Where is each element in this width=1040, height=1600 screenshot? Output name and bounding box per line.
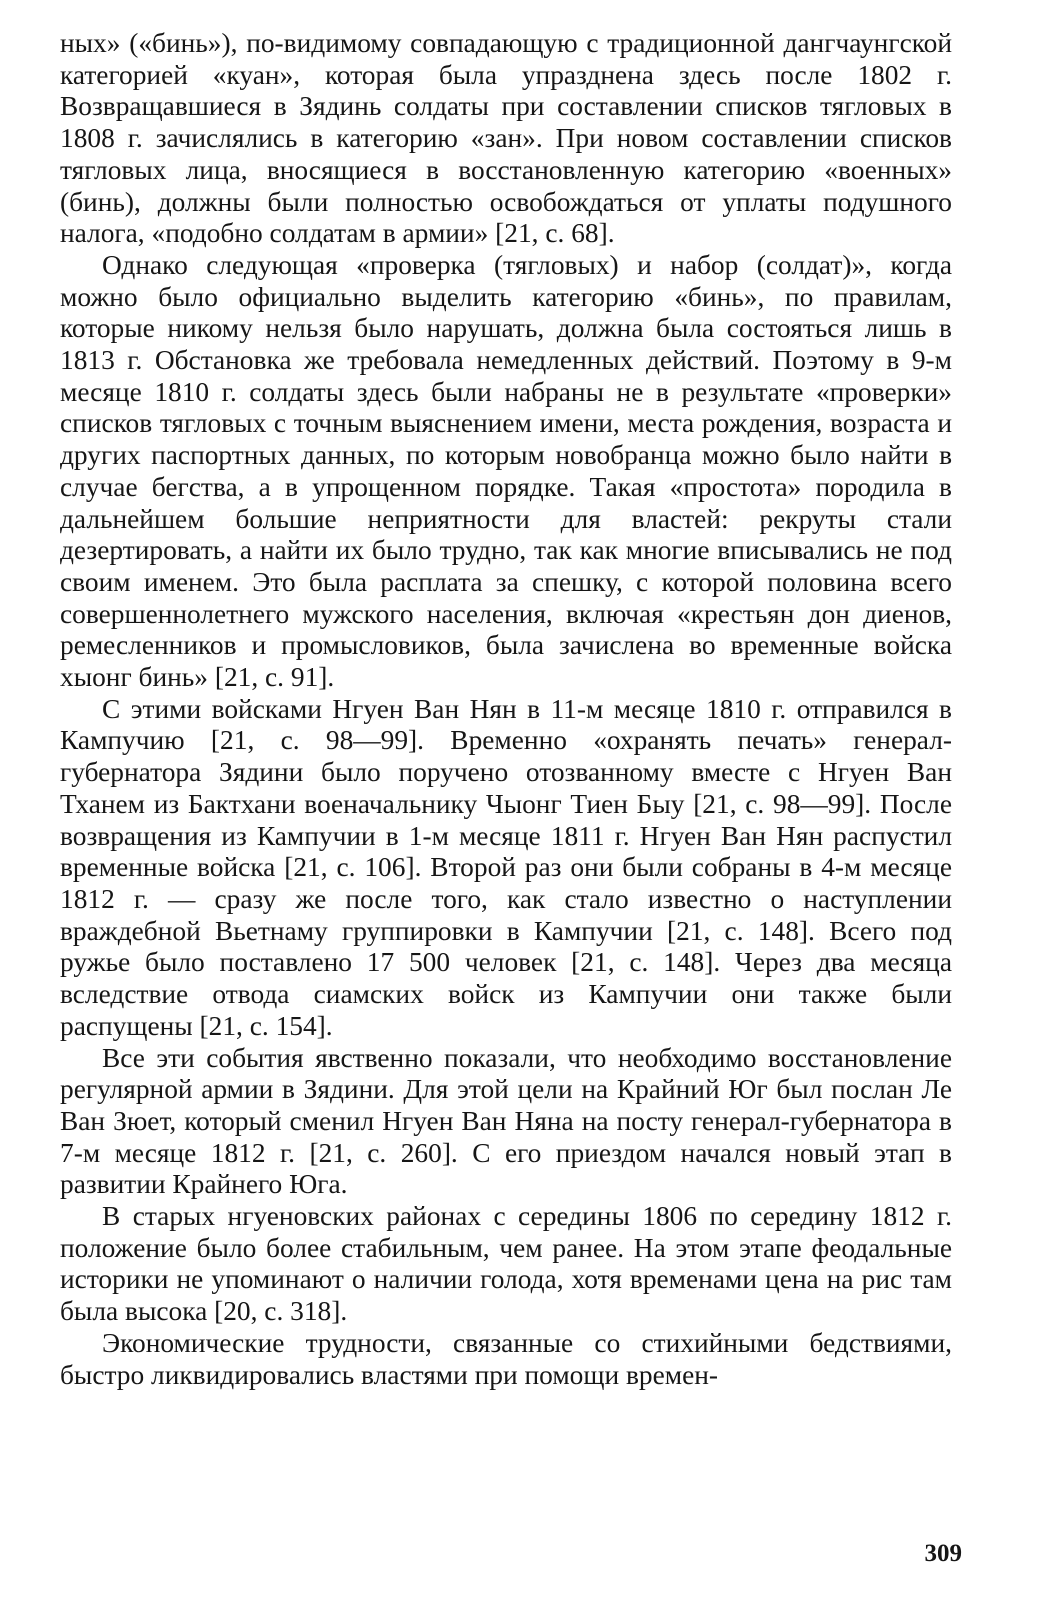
paragraph-2: Однако следующая «проверка (тягловых) и набор (солдат)», когда можно было официально выделить категорию «бинь», по правилам, которые никому нельзя было нарушать, должна была состояться лишь в 1813 г. Обстановка же требовала немедленных действий. Поэтому в 9-м месяце 1810 г. солдаты здесь были набраны не в результате «проверки» списков тягловых с точным выяснением имени, места рождения, возраста и других паспортных данных, по которым новобранца можно было найти в случае бегства, а в упрощенном порядке. Такая «простота» породила в дальнейшем большие неприятности для властей: рекруты стали дезертировать, а найти их было трудно, так как многие вписывались не под своим именем. Это была расплата за спешку, с которой половина всего совершеннолетнего мужского населения, включая «крестьян дон диенов, ремесленников и промысловиков, была зачислена во временные войска хыонг бинь» [21, с. 91]. bbox=[60, 249, 952, 693]
page-number: 309 bbox=[924, 1540, 962, 1567]
paragraph-1: ных» («бинь»), по-видимому совпадающую с традиционной дангчаунгской категорией «куан», которая была упразднена здесь после 1802 г. Возвращавшиеся в Зядинь солдаты при составлении списков тягловых в 1808 г. зачислялись в категорию «зан». При новом составлении списков тягловых лица, вносящиеся в восстановленную категорию «военных» (бинь), должны были полностью освобождаться от уплаты подушного налога, «подобно солдатам в армии» [21, с. 68]. bbox=[60, 28, 952, 249]
paragraph-3: С этими войсками Нгуен Ван Нян в 11-м месяце 1810 г. отправился в Кампучию [21, с. 98—99]. Временно «охранять печать» генерал-губернатора Зядини было поручено отозванному вместе с Нгуен Ван Тханем из Бактхани военачальнику Чыонг Тиен Быу [21, с. 98—99]. После возвращения из Кампучии в 1-м месяце 1811 г. Нгуен Ван Нян распустил временные войска [21, с. 106]. Второй раз они были собраны в 4-м месяце 1812 г. — сразу же после того, как стало известно о наступлении враждебной Вьетнаму группировки в Кампучии [21, с. 148]. Всего под ружье было поставлено 17 500 человек [21, с. 148]. Через два месяца вследствие отвода сиамских войск из Кампучии они также были распущены [21, с. 154]. bbox=[60, 693, 952, 1041]
paragraph-4: Все эти события явственно показали, что необходимо восстановление регулярной армии в Зядини. Для этой цели на Крайний Юг был послан Ле Ван Зюет, который сменил Нгуен Ван Няна на посту генерал-губернатора в 7-м месяце 1812 г. [21, с. 260]. С его приездом начался новый этап в развитии Крайнего Юга. bbox=[60, 1042, 952, 1200]
paragraph-5: В старых нгуеновских районах с середины 1806 по середину 1812 г. положение было более стабильным, чем ранее. На этом этапе феодальные историки не упоминают о наличии голода, хотя временами цена на рис там была высока [20, с. 318]. bbox=[60, 1201, 952, 1327]
page-body bbox=[60, 28, 952, 1391]
paragraph-6: Экономические трудности, связанные со стихийными бедствиями, быстро ликвидировались властями при помощи времен- bbox=[60, 1327, 952, 1390]
